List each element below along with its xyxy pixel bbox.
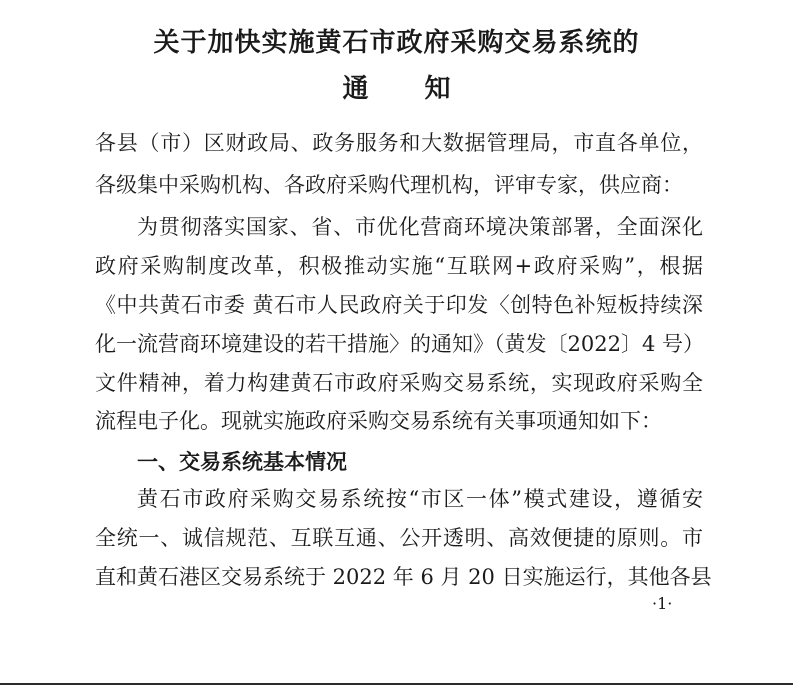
body-line: 文件精神，着力构建黄石市政府采购交易系统，实现政府采购全: [95, 371, 703, 395]
document-title: 关于加快实施黄石市政府采购交易系统的: [153, 28, 640, 58]
body-line: 为贯彻落实国家、省、市优化营商环境决策部署，全面深化: [137, 215, 703, 239]
body-line: 化一流营商环境建设的若干措施〉的通知》（黄发〔2022〕4 号）: [95, 332, 704, 356]
section-heading: 一、交易系统基本情况: [137, 450, 347, 474]
body-line: 全统一、诚信规范、互联互通、公开透明、高效便捷的原则。市: [95, 526, 703, 550]
salutation-line: 各级集中采购机构、各政府采购代理机构，评审专家，供应商：: [95, 173, 683, 197]
body-line: 直和黄石港区交易系统于 2022 年 6 月 20 日实施运行，其他各县: [95, 565, 712, 589]
salutation-line: 各县（市）区财政局、政务服务和大数据管理局，市直各单位，: [95, 131, 703, 155]
page-number: ·1·: [652, 594, 673, 613]
body-line: 流程电子化。现就实施政府采购交易系统有关事项通知如下：: [95, 409, 662, 433]
body-line: 《中共黄石市委 黄石市人民政府关于印发〈创特色补短板持续深: [95, 293, 703, 317]
body-line: 黄石市政府采购交易系统按“市区一体”模式建设，遵循安: [137, 487, 703, 511]
document-title-notice: 通知: [342, 74, 507, 104]
body-line: 政府采购制度改革，积极推动实施“互联网+政府采购”，根据: [95, 254, 703, 278]
